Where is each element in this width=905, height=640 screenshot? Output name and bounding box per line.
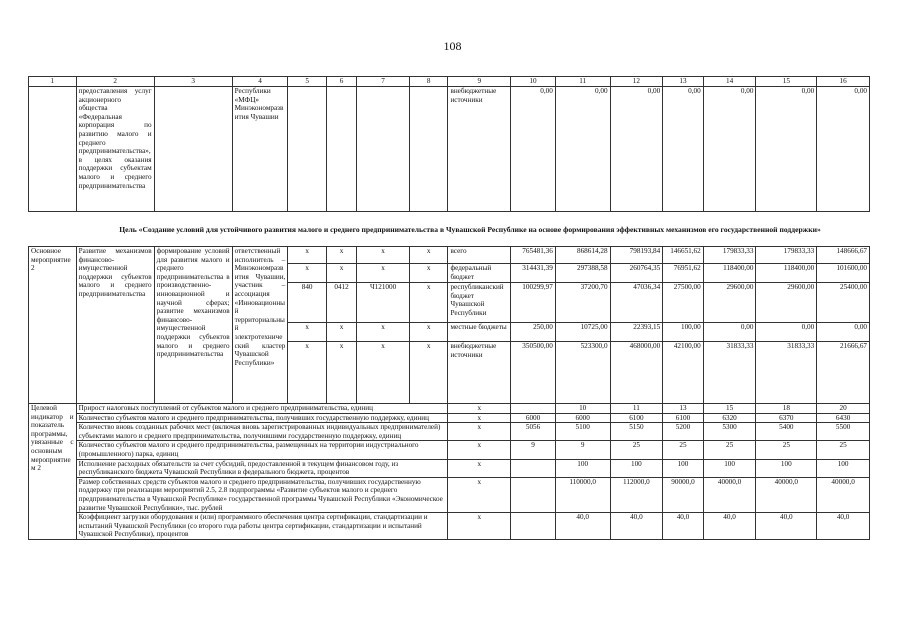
cell-value: 100299,97 — [511, 283, 556, 323]
cell — [288, 87, 327, 212]
cell-value: 5200 — [663, 423, 704, 441]
cell-value: 6100 — [610, 413, 663, 423]
cell-value: 42100,00 — [663, 342, 704, 404]
cell-value: 0,00 — [703, 323, 756, 342]
cell-value: 5400 — [756, 423, 817, 441]
cell-value: 25400,00 — [817, 283, 870, 323]
cell-value: 15 — [703, 404, 756, 414]
cell-code: x — [448, 404, 511, 414]
cell — [326, 87, 356, 212]
cell-value: 27500,00 — [663, 283, 704, 323]
cell-value: 37200,70 — [555, 283, 610, 323]
cell-code: x — [326, 247, 356, 264]
cell-value: 100 — [663, 459, 704, 477]
cell-value: 6000 — [511, 413, 556, 423]
indicator-text: Размер собственных средств субъектов малого и среднего предпринимательства, получивших государственную поддержку при реализации мероприятий 2.5, 2.8 подпрограммы «Развитие субъектов малого и среднего предпринимательства в Чувашской Республике» государственной программы Чувашской Республики «Экономическое развитие Чувашской Республики», тыс. рублей — [76, 477, 448, 512]
indicator-row — [29, 513, 870, 540]
cell-value: 468000,00 — [610, 342, 663, 404]
cell-value: 5056 — [511, 423, 556, 441]
cell — [357, 87, 410, 212]
cell-value: 0,00 — [817, 87, 870, 212]
cell-code: x — [288, 342, 327, 404]
cell — [154, 87, 232, 212]
cell-value: 0,00 — [610, 87, 663, 212]
cell-value: 6320 — [703, 413, 756, 423]
cell-value: 90000,0 — [663, 477, 704, 512]
cell-source: всего — [448, 247, 511, 264]
indicator-text: Количество вновь созданных рабочих мест (включая вновь зарегистрированных индивидуальных предпринимателей) субъектами малого и среднего предпринимательства, получившими государственную поддержку, единиц — [76, 423, 448, 441]
cell-value: 0,00 — [663, 87, 704, 212]
col-header: 2 — [76, 77, 154, 87]
col-header: 11 — [555, 77, 610, 87]
cell-value: 5500 — [817, 423, 870, 441]
indicator-text: Коэффициент загрузки оборудования и (или) программного обеспечения центра сертификации, стандартизации и испытаний Чувашской Республики (со второго года работы центра сертификации, стандартизации и испытаний Чувашской Республики), процентов — [76, 513, 448, 540]
table-row — [29, 87, 870, 212]
cell-source: федеральный бюджет — [448, 264, 511, 283]
cell-value: 0,00 — [703, 87, 756, 212]
cell-value: 798193,84 — [610, 247, 663, 264]
cell-code: x — [448, 459, 511, 477]
cell-value: 40,0 — [817, 513, 870, 540]
cell-value: 25 — [663, 441, 704, 459]
col-header: 8 — [409, 77, 448, 87]
main-table — [28, 246, 870, 540]
indicator-row — [29, 404, 870, 414]
cell-value: 40,0 — [610, 513, 663, 540]
cell — [409, 87, 448, 212]
cell-value: 260764,35 — [610, 264, 663, 283]
cell-code: x — [326, 342, 356, 404]
cell-code: x — [357, 247, 410, 264]
cell-value: 40,0 — [663, 513, 704, 540]
cell-value: 31833,33 — [756, 342, 817, 404]
cell-value: 250,00 — [511, 323, 556, 342]
cell-indicator-label: Целевой индикатор и показатель программы, увязанные с основным мероприятием 2 — [29, 404, 77, 540]
cell-value: 31833,33 — [703, 342, 756, 404]
cell-code: x — [409, 283, 448, 323]
cell-executor: Республики «МФЦ» Минэкономразвития Чувашии — [232, 87, 288, 212]
cell-value: 6100 — [663, 413, 704, 423]
cell-source: местные бюджеты — [448, 323, 511, 342]
cell-value: 40000,0 — [756, 477, 817, 512]
cell-value: 9 — [511, 441, 556, 459]
cell-value: 118400,00 — [703, 264, 756, 283]
header-row — [29, 77, 870, 87]
cell-value: 100 — [555, 459, 610, 477]
col-header: 16 — [817, 77, 870, 87]
table-row — [29, 247, 870, 264]
cell-code: x — [409, 264, 448, 283]
cell-value: 40,0 — [703, 513, 756, 540]
cell-source: внебюджетные источники — [448, 342, 511, 404]
col-header: 9 — [448, 77, 511, 87]
cell-code: x — [326, 323, 356, 342]
cell-code: x — [409, 342, 448, 404]
cell-value: 100 — [703, 459, 756, 477]
cell-value — [511, 459, 556, 477]
col-header: 15 — [756, 77, 817, 87]
cell-value: 6000 — [555, 413, 610, 423]
cell-code: x — [448, 477, 511, 512]
cell-value: 29600,00 — [703, 283, 756, 323]
cell-value: 101600,00 — [817, 264, 870, 283]
cell-main-event-label: Основное мероприятие 2 — [29, 247, 77, 404]
col-header: 6 — [326, 77, 356, 87]
cell-value: 13 — [663, 404, 704, 414]
cell-value: 10725,00 — [555, 323, 610, 342]
col-header: 7 — [357, 77, 410, 87]
page-number: 108 — [443, 39, 462, 53]
indicator-text: Количество субъектов малого и среднего предпринимательства, размещенных на территории индустриального (промышленного) парка, единиц — [76, 441, 448, 459]
cell-value — [511, 404, 556, 414]
cell-value: 40000,0 — [703, 477, 756, 512]
cell-main-event-goal: формирование условий для развития малого и среднего предпринимательства в производственно-инновационной и научной сферах; развитие механизмов финансово-имущественной поддержки субъектов малого и среднего предпринимательства — [154, 247, 232, 404]
cell-value: 5150 — [610, 423, 663, 441]
cell-value — [511, 513, 556, 540]
col-header: 10 — [511, 77, 556, 87]
cell-code: x — [448, 441, 511, 459]
cell-value: 0,00 — [555, 87, 610, 212]
cell-value: 40000,0 — [817, 477, 870, 512]
col-header: 14 — [703, 77, 756, 87]
cell-main-event-name: Развитие механизмов финансово-имущественной поддержки субъектов малого и среднего предпринимательства — [76, 247, 154, 404]
col-header: 4 — [232, 77, 288, 87]
cell-value: 523300,0 — [555, 342, 610, 404]
cell-value: 18 — [756, 404, 817, 414]
cell-code: x — [326, 264, 356, 283]
cell-value: 179833,33 — [756, 247, 817, 264]
cell-source: республиканский бюджет Чувашской Республики — [448, 283, 511, 323]
cell-value: 5300 — [703, 423, 756, 441]
cell-value: 765481,36 — [511, 247, 556, 264]
cell-value: 20 — [817, 404, 870, 414]
indicator-row — [29, 413, 870, 423]
cell-value: 100 — [610, 459, 663, 477]
cell-code: x — [448, 423, 511, 441]
col-header: 13 — [663, 77, 704, 87]
cell-code: 840 — [288, 283, 327, 323]
cell-value: 5100 — [555, 423, 610, 441]
cell-value: 10 — [555, 404, 610, 414]
indicator-row — [29, 477, 870, 512]
cell-value: 110000,0 — [555, 477, 610, 512]
cell-value: 0,00 — [511, 87, 556, 212]
cell-code: x — [357, 342, 410, 404]
cell-value: 25 — [756, 441, 817, 459]
indicator-row — [29, 441, 870, 459]
cell-code: 0412 — [326, 283, 356, 323]
cell-value: 146651,62 — [663, 247, 704, 264]
cell-value: 6370 — [756, 413, 817, 423]
col-header: 12 — [610, 77, 663, 87]
indicator-text: Исполнение расходных обязательств за счет субсидий, предоставленной в текущем финансовом году, из республиканского бюджета Чувашской Республики в федерального бюджета, процентов — [76, 459, 448, 477]
cell-value: 0,00 — [817, 323, 870, 342]
cell-code: x — [448, 413, 511, 423]
indicator-row — [29, 459, 870, 477]
cell-value: 76951,62 — [663, 264, 704, 283]
cell-value: 100 — [817, 459, 870, 477]
cell-value: 11 — [610, 404, 663, 414]
indicator-text: Количество субъектов малого и среднего предпринимательства, получивших государственную поддержку, единиц — [76, 413, 448, 423]
indicator-row — [29, 423, 870, 441]
cell-value: 29600,00 — [756, 283, 817, 323]
cell-source: внебюджетные источники — [448, 87, 511, 212]
cell-value: 100,00 — [663, 323, 704, 342]
cell-value: 6430 — [817, 413, 870, 423]
cell-value: 297388,58 — [555, 264, 610, 283]
indicator-text: Прирост налоговых поступлений от субъектов малого и среднего предпринимательства, единиц — [76, 404, 448, 414]
cell-value: 25 — [703, 441, 756, 459]
cell-value: 0,00 — [756, 323, 817, 342]
cell-code: x — [409, 323, 448, 342]
top-table — [28, 76, 870, 212]
cell-code: x — [357, 323, 410, 342]
cell-code: Ч121000 — [357, 283, 410, 323]
cell-code: x — [288, 264, 327, 283]
cell-value: 0,00 — [756, 87, 817, 212]
cell-value: 112000,0 — [610, 477, 663, 512]
cell — [29, 87, 77, 212]
col-header: 3 — [154, 77, 232, 87]
cell-main-event-executor: ответственный исполнитель – Минэкономразвития Чувашии, участник – ассоциация «Инновационный территориальный электротехнический кластер Чувашской Республики» — [232, 247, 288, 404]
cell-value: 21666,67 — [817, 342, 870, 404]
cell-value: 350500,00 — [511, 342, 556, 404]
cell-value: 40,0 — [555, 513, 610, 540]
cell-code: x — [288, 323, 327, 342]
cell-value: 118400,00 — [756, 264, 817, 283]
cell-value: 100 — [756, 459, 817, 477]
cell-value: 47036,34 — [610, 283, 663, 323]
goal-heading: Цель «Создание условий для устойчивого развития малого и среднего предпринимательства в Чувашской Республике на основе формирования эффективных механизмов его государственной поддержки» — [119, 225, 821, 234]
cell-value: 868614,28 — [555, 247, 610, 264]
cell-value: 9 — [555, 441, 610, 459]
cell-value: 148666,67 — [817, 247, 870, 264]
cell-code: x — [357, 264, 410, 283]
cell-code: x — [448, 513, 511, 540]
col-header: 5 — [288, 77, 327, 87]
cell-event-text: предоставления услуг акционерного общества «Федеральная корпорация по развитию малого и среднего предпринимательства», в целях оказания поддержки субъектам малого и среднего предпринимательства — [76, 87, 154, 212]
cell-value: 25 — [610, 441, 663, 459]
col-header: 1 — [29, 77, 77, 87]
cell-value: 25 — [817, 441, 870, 459]
cell-value: 179833,33 — [703, 247, 756, 264]
cell-value — [511, 477, 556, 512]
cell-code: x — [288, 247, 327, 264]
cell-value: 314431,39 — [511, 264, 556, 283]
cell-value: 40,0 — [756, 513, 817, 540]
cell-code: x — [409, 247, 448, 264]
cell-value: 22393,15 — [610, 323, 663, 342]
